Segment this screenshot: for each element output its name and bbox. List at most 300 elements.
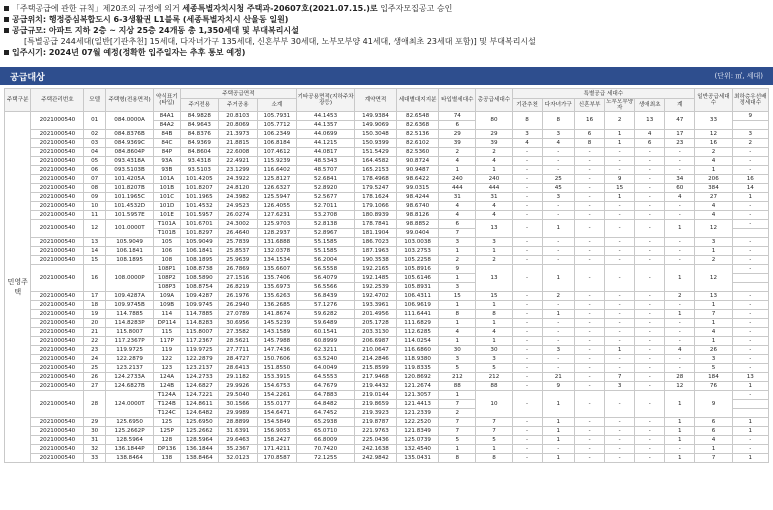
- subtotal-area-cell: 135.7406: [257, 274, 297, 283]
- special-sum-cell: 4: [665, 346, 695, 355]
- type-units-cell: 1: [439, 445, 476, 454]
- table-row: [5, 301, 769, 310]
- th-other-common: 기타공용면적(지하주차장등): [297, 89, 355, 112]
- lowest-floor-cell: [732, 283, 768, 292]
- type-units-cell: 31: [439, 193, 476, 202]
- land-share-cell: 106.4311: [397, 292, 439, 301]
- subtotal-area-cell: 116.6402: [257, 166, 297, 175]
- first-time-cell: -: [635, 373, 665, 382]
- short-type-cell: 119: [154, 346, 180, 355]
- th-first-time: 생애최초: [635, 99, 665, 112]
- land-share-cell: 132.4540: [397, 445, 439, 454]
- other-common-cell: 65.0710: [297, 427, 355, 436]
- short-type-cell: DP136: [154, 445, 180, 454]
- contract-area-cell: 201.4956: [354, 310, 396, 319]
- subtotal-area-cell: 125.5947: [257, 193, 297, 202]
- contract-area-cell: 219.4432: [354, 382, 396, 391]
- model-cell: 22: [84, 337, 106, 346]
- mgmt-no-cell: 2021000540: [31, 391, 84, 418]
- land-share-cell: 98.6422: [397, 175, 439, 184]
- short-type-cell: 93A: [154, 157, 180, 166]
- common-area-cell: 20.8103: [219, 112, 257, 121]
- other-common-cell: 52.6841: [297, 175, 355, 184]
- general-supply-cell: 12: [695, 130, 732, 139]
- total-supply-cell: 8: [476, 310, 512, 319]
- contract-area-cell: 179.5247: [354, 184, 396, 193]
- type-units-cell: 444: [439, 184, 476, 193]
- house-type-cell: 114.8283P: [106, 319, 154, 328]
- mgmt-no-cell: 2021000540: [31, 256, 84, 265]
- exclusive-area-cell: 119.9725: [180, 346, 218, 355]
- house-type-cell: 128.5964: [106, 436, 154, 445]
- lowest-floor-cell: -: [732, 211, 768, 220]
- total-supply-cell: 1: [476, 247, 512, 256]
- short-type-cell: T101A: [154, 220, 180, 229]
- special-sum-cell: 28: [665, 373, 695, 382]
- newlywed-cell: -: [575, 445, 605, 454]
- mgmt-no-cell: 2021000540: [31, 184, 84, 193]
- subtotal-area-cell: 125.9703: [257, 220, 297, 229]
- exclusive-area-cell: 93.4318: [180, 157, 218, 166]
- table-row: [5, 247, 769, 256]
- table-row: [5, 382, 769, 391]
- house-type-cell: 105.9049: [106, 238, 154, 247]
- subtotal-area-cell: 132.0378: [257, 247, 297, 256]
- total-supply-cell: 2: [476, 148, 512, 157]
- total-supply-cell: 1: [476, 445, 512, 454]
- institution-cell: 3: [512, 130, 542, 139]
- type-units-cell: 5: [439, 436, 476, 445]
- land-share-cell: 103.2753: [397, 247, 439, 256]
- contract-area-cell: 151.5429: [354, 148, 396, 157]
- type-units-cell: 7: [439, 400, 476, 409]
- house-type-cell: 106.1841: [106, 247, 154, 256]
- other-common-cell: 64.5553: [297, 373, 355, 382]
- type-units-cell: 6: [439, 220, 476, 229]
- house-type-cell: 119.9725: [106, 346, 154, 355]
- multi-child-cell: -: [542, 337, 574, 346]
- model-cell: 21: [84, 328, 106, 337]
- general-supply-cell: 1: [695, 337, 732, 346]
- subtotal-area-cell: 143.1589: [257, 328, 297, 337]
- lowest-floor-cell: -: [732, 247, 768, 256]
- exclusive-area-cell: 108.8754: [180, 283, 218, 292]
- short-type-cell: 125: [154, 418, 180, 427]
- land-share-cell: 119.8335: [397, 364, 439, 373]
- exclusive-area-cell: 84.9369: [180, 139, 218, 148]
- land-share-cell: 106.9619: [397, 301, 439, 310]
- elderly-cell: 1: [605, 130, 635, 139]
- common-area-cell: 26.4640: [219, 229, 257, 238]
- institution-cell: -: [512, 454, 542, 463]
- institution-cell: -: [512, 310, 542, 319]
- exclusive-area-cell: 138.8464: [180, 454, 218, 463]
- th-supply-area: 주택공급면적: [180, 89, 297, 99]
- special-sum-cell: -: [665, 211, 695, 220]
- general-supply-cell: 1: [695, 247, 732, 256]
- th-total-supply: 총공급세대수: [476, 89, 512, 112]
- special-sum-cell: -: [665, 157, 695, 166]
- exclusive-area-cell: 123.2137: [180, 364, 218, 373]
- total-supply-cell: 31: [476, 193, 512, 202]
- first-time-cell: 4: [635, 130, 665, 139]
- type-units-cell: 30: [439, 346, 476, 355]
- special-sum-cell: -: [665, 445, 695, 454]
- land-share-cell: 82.6102: [397, 139, 439, 148]
- land-share-cell: 111.6441: [397, 310, 439, 319]
- house-type-cell: 101.5957E: [106, 211, 154, 220]
- elderly-cell: -: [605, 355, 635, 364]
- land-share-cell: 82.6548: [397, 112, 439, 121]
- type-units-cell: 4: [439, 328, 476, 337]
- institution-cell: -: [512, 247, 542, 256]
- model-cell: 15: [84, 256, 106, 265]
- total-supply-cell: 444: [476, 184, 512, 193]
- other-common-cell: 52.8920: [297, 184, 355, 193]
- common-area-cell: 25.9639: [219, 256, 257, 265]
- exclusive-area-cell: 101.1965: [180, 193, 218, 202]
- other-common-cell: 52.8967: [297, 229, 355, 238]
- table-row: [5, 292, 769, 301]
- other-common-cell: 55.1585: [297, 238, 355, 247]
- newlywed-cell: -: [575, 355, 605, 364]
- multi-child-cell: 1: [542, 427, 574, 436]
- common-area-cell: 22.6008: [219, 148, 257, 157]
- elderly-cell: -: [605, 337, 635, 346]
- institution-cell: -: [512, 373, 542, 382]
- subtotal-area-cell: 105.7712: [257, 121, 297, 130]
- lowest-floor-cell: 1: [732, 193, 768, 202]
- special-sum-cell: 1: [665, 391, 695, 418]
- contract-area-cell: 214.2846: [354, 355, 396, 364]
- subtotal-area-cell: 151.8550: [257, 364, 297, 373]
- special-sum-cell: -: [665, 328, 695, 337]
- other-common-cell: 63.5240: [297, 355, 355, 364]
- special-sum-cell: -: [665, 364, 695, 373]
- land-share-cell: 112.6285: [397, 328, 439, 337]
- exclusive-area-cell: 115.8007: [180, 328, 218, 337]
- notice-move-in: 입주시기: 2024년 07월 예정(정확한 입주일자는 추후 통보 예정): [4, 47, 769, 58]
- house-type-cell: 109.4287A: [106, 292, 154, 301]
- elderly-cell: -: [605, 310, 635, 319]
- contract-area-cell: 203.3130: [354, 328, 396, 337]
- first-time-cell: 13: [635, 112, 665, 130]
- land-share-cell: 98.4244: [397, 193, 439, 202]
- short-type-cell: 101B: [154, 184, 180, 193]
- general-supply-cell: 33: [695, 112, 732, 130]
- special-sum-cell: -: [665, 202, 695, 211]
- special-sum-cell: 1: [665, 427, 695, 436]
- common-area-cell: 21.3973: [219, 130, 257, 139]
- model-cell: 28: [84, 391, 106, 418]
- newlywed-cell: -: [575, 193, 605, 202]
- short-type-cell: 108: [154, 256, 180, 265]
- lowest-floor-cell: -: [732, 238, 768, 247]
- table-row: [5, 454, 769, 463]
- subtotal-area-cell: 105.7931: [257, 112, 297, 121]
- special-sum-cell: -: [665, 337, 695, 346]
- land-share-cell: 82.5136: [397, 130, 439, 139]
- other-common-cell: 56.5558: [297, 265, 355, 274]
- general-supply-cell: 6: [695, 418, 732, 427]
- type-units-cell: 88: [439, 382, 476, 391]
- other-common-cell: 60.8999: [297, 337, 355, 346]
- model-cell: 30: [84, 427, 106, 436]
- house-type-cell: 093.4318A: [106, 157, 154, 166]
- newlywed-cell: -: [575, 319, 605, 328]
- subtotal-area-cell: 145.5239: [257, 319, 297, 328]
- contract-area-cell: 150.9399: [354, 139, 396, 148]
- total-supply-cell: 4: [476, 211, 512, 220]
- elderly-cell: -: [605, 391, 635, 418]
- subtotal-area-cell: 125.8127: [257, 175, 297, 184]
- first-time-cell: -: [635, 436, 665, 445]
- land-share-cell: 116.6860: [397, 346, 439, 355]
- first-time-cell: -: [635, 427, 665, 436]
- mgmt-no-cell: 2021000540: [31, 265, 84, 292]
- newlywed-cell: -: [575, 454, 605, 463]
- general-supply-cell: 7: [695, 310, 732, 319]
- newlywed-cell: -: [575, 427, 605, 436]
- subtotal-area-cell: 155.0177: [257, 400, 297, 409]
- special-sum-cell: 2: [665, 292, 695, 301]
- other-common-cell: 44.1453: [297, 112, 355, 121]
- type-units-cell: 6: [439, 121, 476, 130]
- land-share-cell: 105.2258: [397, 256, 439, 265]
- total-supply-cell: 212: [476, 373, 512, 382]
- notice-scale: 공급규모: 아파트 지하 2층 ~ 지상 25층 24개동 총 1,350세대 및 부대복리시설: [4, 25, 769, 36]
- table-row: [5, 310, 769, 319]
- short-type-cell: 138: [154, 454, 180, 463]
- lowest-floor-cell: -: [732, 157, 768, 166]
- exclusive-area-cell: 84.9643: [180, 121, 218, 130]
- general-supply-cell: 184: [695, 373, 732, 382]
- exclusive-area-cell: 124.6827: [180, 382, 218, 391]
- house-type-cell: 084.0000A: [106, 112, 154, 130]
- institution-cell: -: [512, 319, 542, 328]
- model-cell: 12: [84, 220, 106, 238]
- common-area-cell: 30.1566: [219, 400, 257, 409]
- multi-child-cell: 45: [542, 184, 574, 193]
- table-row: [5, 373, 769, 382]
- elderly-cell: 9: [605, 175, 635, 184]
- exclusive-area-cell: 114.8283: [180, 319, 218, 328]
- newlywed-cell: -: [575, 238, 605, 247]
- special-sum-cell: -: [665, 247, 695, 256]
- common-area-cell: 31.6391: [219, 427, 257, 436]
- land-share-cell: 98.6740: [397, 202, 439, 211]
- institution-cell: -: [512, 391, 542, 418]
- short-type-cell: T124A: [154, 391, 180, 400]
- subtotal-area-cell: 136.2685: [257, 301, 297, 310]
- short-type-cell: 93B: [154, 166, 180, 175]
- subtotal-area-cell: 154.5849: [257, 418, 297, 427]
- special-sum-cell: 1: [665, 265, 695, 292]
- first-time-cell: -: [635, 346, 665, 355]
- multi-child-cell: -: [542, 238, 574, 247]
- mgmt-no-cell: 2021000540: [31, 247, 84, 256]
- institution-cell: -: [512, 292, 542, 301]
- table-row: [5, 391, 769, 400]
- common-area-cell: 26.8219: [219, 283, 257, 292]
- contract-area-cell: 242.9842: [354, 454, 396, 463]
- first-time-cell: -: [635, 337, 665, 346]
- model-cell: 03: [84, 139, 106, 148]
- mgmt-no-cell: 2021000540: [31, 310, 84, 319]
- general-supply-cell: 4: [695, 328, 732, 337]
- land-share-cell: 105.8916: [397, 265, 439, 274]
- type-units-cell: 74: [439, 112, 476, 121]
- total-supply-cell: 240: [476, 175, 512, 184]
- mgmt-no-cell: 2021000540: [31, 373, 84, 382]
- contract-area-cell: 178.4968: [354, 175, 396, 184]
- multi-child-cell: 3: [542, 346, 574, 355]
- model-cell: 20: [84, 319, 106, 328]
- elderly-cell: -: [605, 427, 635, 436]
- multi-child-cell: 9: [542, 382, 574, 391]
- institution-cell: -: [512, 355, 542, 364]
- common-area-cell: 29.6463: [219, 436, 257, 445]
- land-share-cell: 121.3057: [397, 391, 439, 400]
- special-sum-cell: 1: [665, 220, 695, 238]
- first-time-cell: -: [635, 382, 665, 391]
- house-type-cell: 123.2137: [106, 364, 154, 373]
- other-common-cell: 66.8009: [297, 436, 355, 445]
- section-title: 공급대상: [10, 73, 45, 83]
- elderly-cell: -: [605, 301, 635, 310]
- notice-block: [4, 3, 769, 58]
- institution-cell: -: [512, 148, 542, 157]
- common-area-cell: 32.0123: [219, 454, 257, 463]
- th-newlywed: 신혼부부: [575, 99, 605, 112]
- exclusive-area-cell: 93.5103: [180, 166, 218, 175]
- type-units-cell: 4: [439, 202, 476, 211]
- land-share-cell: 90.9487: [397, 166, 439, 175]
- lowest-floor-cell: -: [732, 436, 768, 445]
- land-share-cell: 120.8692: [397, 373, 439, 382]
- section-header: [0, 67, 773, 85]
- contract-area-cell: 219.8787: [354, 418, 396, 427]
- elderly-cell: -: [605, 454, 635, 463]
- institution-cell: -: [512, 256, 542, 265]
- subtotal-area-cell: 128.2937: [257, 229, 297, 238]
- mgmt-no-cell: 2021000540: [31, 112, 84, 130]
- contract-area-cell: 219.8659: [354, 400, 396, 409]
- general-supply-cell: 26: [695, 346, 732, 355]
- th-land-share: 세대별대지지분: [397, 89, 439, 112]
- other-common-cell: 56.2004: [297, 256, 355, 265]
- total-supply-cell: 3: [476, 355, 512, 364]
- subtotal-area-cell: 135.6973: [257, 283, 297, 292]
- multi-child-cell: -: [542, 148, 574, 157]
- exclusive-area-cell: 122.2879: [180, 355, 218, 364]
- general-supply-cell: 12: [695, 220, 732, 238]
- model-cell: 19: [84, 310, 106, 319]
- first-time-cell: -: [635, 193, 665, 202]
- other-common-cell: 64.8482: [297, 400, 355, 409]
- first-time-cell: -: [635, 265, 665, 292]
- general-supply-cell: 76: [695, 382, 732, 391]
- model-cell: 14: [84, 247, 106, 256]
- category-cell: 민영주택: [5, 112, 31, 463]
- multi-child-cell: -: [542, 301, 574, 310]
- contract-area-cell: 164.4582: [354, 157, 396, 166]
- house-type-cell: 115.8007: [106, 328, 154, 337]
- elderly-cell: 3: [605, 382, 635, 391]
- model-cell: 13: [84, 238, 106, 247]
- lowest-floor-cell: 3: [732, 130, 768, 139]
- general-supply-cell: 16: [695, 139, 732, 148]
- short-type-cell: 84P: [154, 148, 180, 157]
- multi-child-cell: -: [542, 445, 574, 454]
- total-supply-cell: 88: [476, 382, 512, 391]
- common-area-cell: 20.8069: [219, 121, 257, 130]
- total-supply-cell: 1: [476, 301, 512, 310]
- model-cell: 08: [84, 184, 106, 193]
- general-supply-cell: 384: [695, 184, 732, 193]
- lowest-floor-cell: -: [732, 391, 768, 400]
- model-cell: 11: [84, 211, 106, 220]
- first-time-cell: -: [635, 211, 665, 220]
- contract-area-cell: 149.9069: [354, 121, 396, 130]
- common-area-cell: 28.5621: [219, 337, 257, 346]
- contract-area-cell: 242.1638: [354, 445, 396, 454]
- house-type-cell: 114.7885: [106, 310, 154, 319]
- lowest-floor-cell: -: [732, 202, 768, 211]
- model-cell: 04: [84, 148, 106, 157]
- house-type-cell: 101.4205A: [106, 175, 154, 184]
- special-sum-cell: 23: [665, 139, 695, 148]
- exclusive-area-cell: 125.2662: [180, 427, 218, 436]
- short-type-cell: 108P2: [154, 274, 180, 283]
- lowest-floor-cell: -: [732, 445, 768, 454]
- multi-child-cell: 1: [542, 454, 574, 463]
- th-mgmt-no: 주택관리번호: [31, 89, 84, 112]
- multi-child-cell: 3: [542, 130, 574, 139]
- subtotal-area-cell: 106.2349: [257, 130, 297, 139]
- short-type-cell: 105: [154, 238, 180, 247]
- newlywed-cell: -: [575, 175, 605, 184]
- short-type-cell: 122: [154, 355, 180, 364]
- common-area-cell: 27.3582: [219, 328, 257, 337]
- model-cell: 27: [84, 382, 106, 391]
- model-cell: 05: [84, 157, 106, 166]
- newlywed-cell: -: [575, 220, 605, 238]
- short-type-cell: 109A: [154, 292, 180, 301]
- general-supply-cell: 2: [695, 148, 732, 157]
- subtotal-area-cell: 153.3915: [257, 373, 297, 382]
- general-supply-cell: 27: [695, 193, 732, 202]
- mgmt-no-cell: 2021000540: [31, 427, 84, 436]
- total-supply-cell: 2: [476, 256, 512, 265]
- type-units-cell: 3: [439, 238, 476, 247]
- exclusive-area-cell: 101.6701: [180, 220, 218, 229]
- general-supply-cell: 12: [695, 265, 732, 292]
- mgmt-no-cell: 2021000540: [31, 139, 84, 148]
- contract-area-cell: 187.1963: [354, 247, 396, 256]
- multi-child-cell: -: [542, 202, 574, 211]
- general-supply-cell: 5: [695, 364, 732, 373]
- multi-child-cell: 25: [542, 175, 574, 184]
- general-supply-cell: 206: [695, 175, 732, 184]
- model-cell: 01: [84, 112, 106, 130]
- other-common-cell: 44.0699: [297, 130, 355, 139]
- subtotal-area-cell: 106.8184: [257, 139, 297, 148]
- subtotal-area-cell: 127.6231: [257, 211, 297, 220]
- model-cell: 06: [84, 166, 106, 175]
- newlywed-cell: -: [575, 346, 605, 355]
- special-sum-cell: 1: [665, 310, 695, 319]
